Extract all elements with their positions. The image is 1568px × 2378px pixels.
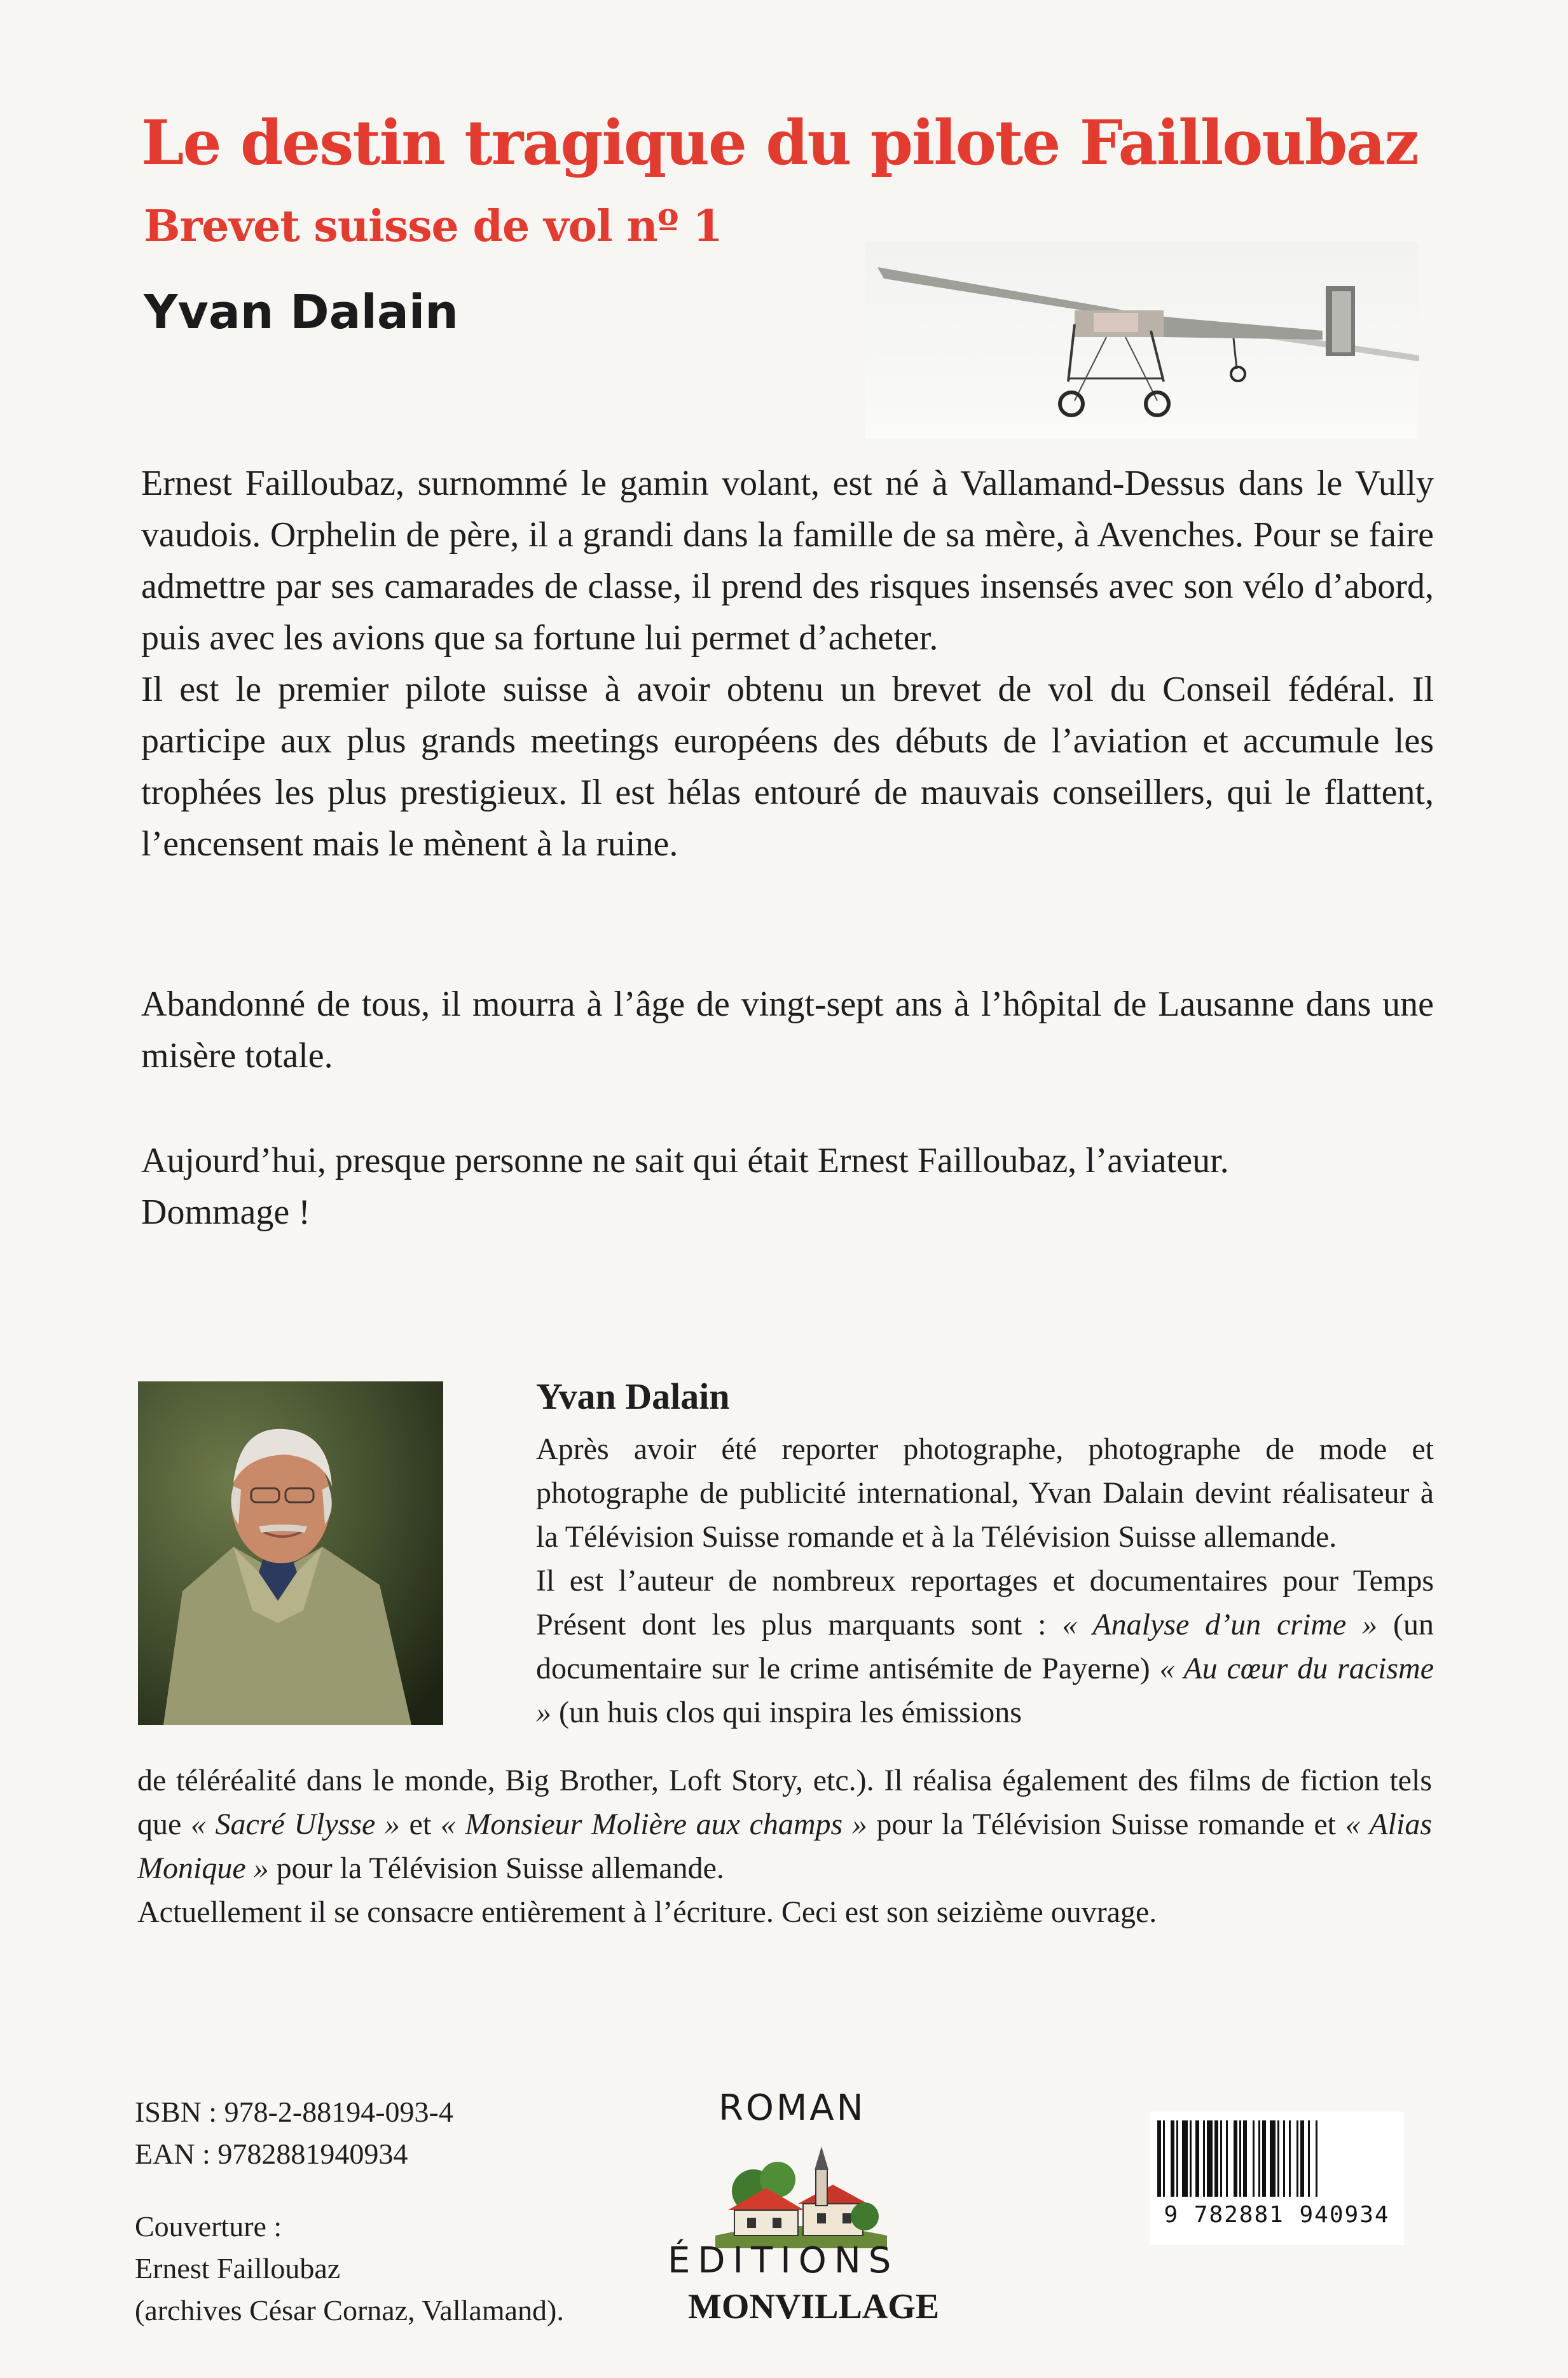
bio-text: pour la Télévision Suisse romande et [867,1808,1345,1841]
author-bio-column [536,1427,1434,1734]
bio-text: de téléréalité dans le monde, Big Brother, Loft Story, etc.). Il réalisa également des films de fiction tels que [137,1764,1432,1841]
genre-label: ROMAN [719,2087,866,2129]
cover-label: Couverture : [135,2210,282,2243]
bio-paragraph-3: Actuellement il se consacre entièrement à l’écriture. Ceci est son seizième ouvrage. [137,1895,1157,1929]
book-title: Le destin tragique du pilote Failloubaz [141,107,1418,179]
bio-paragraph-2-continued [137,1759,1432,1890]
work-title: « Monsieur Molière aux champs » [440,1808,867,1841]
summary-intro [141,458,1434,870]
bio-paragraph-2 [536,1559,1434,1734]
work-title: « Au cœur du racisme » [536,1652,1434,1729]
summary-paragraph-3: Abandonné de tous, il mourra à l’âge de vingt-sept ans à l’hôpital de Lausanne dans une misère totale. [141,985,1434,1075]
work-title: « Analyse d’un crime » [1062,1608,1378,1642]
publisher-line-1: ÉDITIONS [668,2240,899,2281]
work-title: « Sacré Ulysse » [190,1808,400,1841]
isbn: ISBN : 978-2-88194-093-4 [135,2096,453,2128]
author-name-header: Yvan Dalain [144,285,458,340]
bio-text: et [399,1808,441,1841]
author-photo [138,1381,443,1725]
airplane-photo [865,242,1419,439]
ean: EAN : 9782881940934 [135,2138,408,2170]
work-title: « Alias Monique » [137,1808,1433,1885]
cover-subject: Ernest Failloubaz [135,2252,341,2285]
bio-text: (un documentaire sur le crime antisémite de Payerne) [536,1608,1434,1685]
summary-closing [141,1135,1434,1238]
isbn-block [135,2091,453,2175]
bio-text: (un huis clos qui inspira les émissions [551,1696,1022,1729]
book-subtitle: Brevet suisse de vol nº 1 [144,201,722,252]
summary-paragraph-2: Il est le premier pilote suisse à avoir obtenu un brevet de vol du Conseil fédéral. Il participe aux plus grands meetings européens des débuts de l’aviation et accumule les trophées les plus prestigieux. Il est hélas entouré de mauvais conseillers, qui le flattent, l’encensent mais le mènent à la ruine. [141,670,1434,864]
barcode-number: 9 782881 940934 [1164,2202,1390,2228]
summary-exclamation: Dommage ! [141,1192,310,1232]
bio-text: Il est l’auteur de nombreux reportages et documentaires pour Temps Présent dont les plus marquants sont : [536,1564,1434,1642]
bio-text: pour la Télévision Suisse allemande. [268,1851,724,1885]
summary-paragraph-4: Aujourd’hui, presque personne ne sait qui était Ernest Failloubaz, l’aviateur. [141,1141,1229,1180]
cover-credit: (archives César Cornaz, Vallamand). [135,2294,564,2326]
village-logo-icon [703,2140,893,2248]
summary-paragraph-1: Ernest Failloubaz, surnommé le gamin volant, est né à Vallamand-Dessus dans le Vully vaudois. Orphelin de père, il a grandi dans la famille de sa mère, à Avenches. Pour se faire admettre par ses camarades de classe, il prend des risques insensés avec son vélo d’abord, puis avec les avions que sa fortune lui permet d’acheter. [141,464,1434,658]
bio-author-name: Yvan Dalain [536,1376,730,1417]
bio-paragraph-1: Après avoir été reporter photographe, photographe de mode et photographe de publicité international, Yvan Dalain devint réalisateur à la Télévision Suisse romande et à la Télévision Suisse allemande. [536,1432,1434,1554]
publisher-line-2: MONVILLAGE [688,2287,940,2326]
author-bio-continued [137,1759,1432,1890]
cover-credit-block [135,2206,564,2332]
